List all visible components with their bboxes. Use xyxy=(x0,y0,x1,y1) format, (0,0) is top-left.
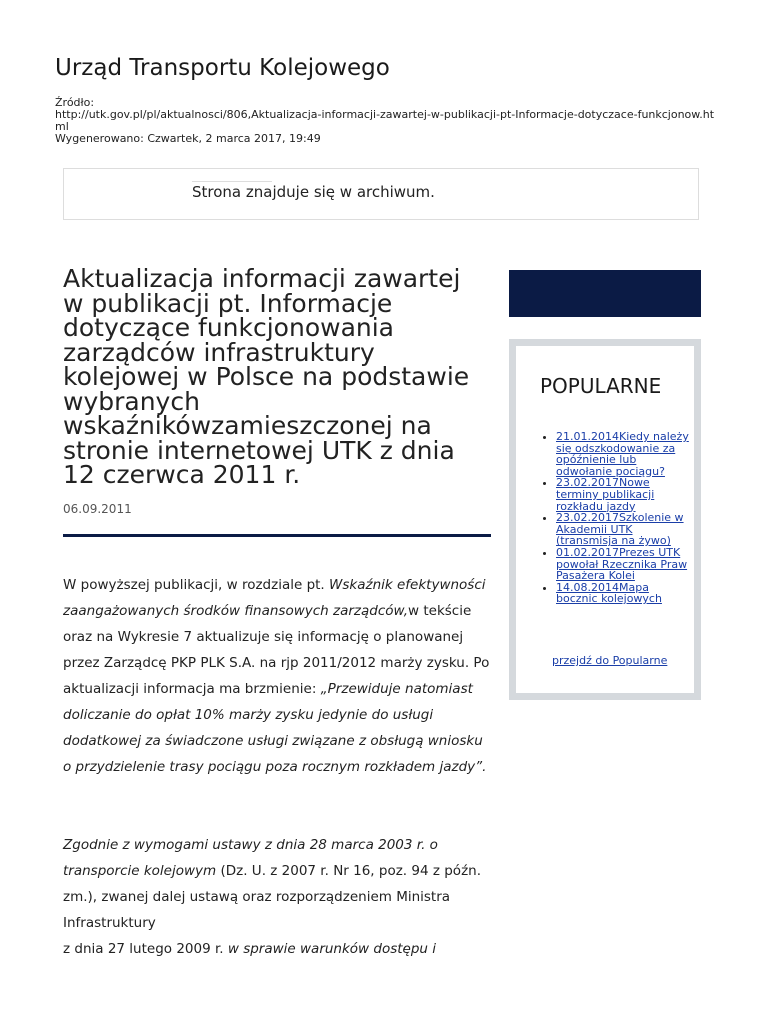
archive-notice xyxy=(63,168,699,220)
site-title: Urząd Transportu Kolejowego xyxy=(55,55,390,81)
popular-item-link[interactable]: 23.02.2017Nowe terminy publikacji rozkładu jazdy xyxy=(556,476,655,513)
popular-item xyxy=(556,582,691,605)
popular-item-link[interactable]: 14.08.2014Mapa bocznic kolejowych xyxy=(556,580,662,606)
article-paragraph: Zgodnie z wymogami ustawy z dnia 28 marca 2003 r. o transporcie kolejowym (Dz. U. z 2007 r. Nr 16, poz. 94 z późn. zm.), zwanej dalej ustawą oraz rozporządzeniem Ministra Infrastruktury z dnia 27 lutego 2009 r. w sprawie warunków dostępu i xyxy=(63,837,481,957)
article-divider xyxy=(63,534,491,537)
article-body xyxy=(63,572,493,1014)
popular-box xyxy=(509,339,701,700)
archive-divider xyxy=(192,181,272,182)
popular-item-link[interactable]: 01.02.2017Prezes UTK powołał Rzecznika Praw Pasażera Kolei xyxy=(556,545,688,583)
print-meta xyxy=(55,97,715,145)
source-url: http://utk.gov.pl/pl/aktualnosci/806,Aktualizacja-informacji-zawartej-w-publikacji-pt-Informacje-dotyczace-funkcjonow.html xyxy=(55,108,715,133)
source-label: Źródło: xyxy=(55,96,95,109)
popular-item xyxy=(556,512,691,547)
popular-item-link[interactable]: 23.02.2017Szkolenie w Akademii UTK (transmisja na żywo) xyxy=(556,511,684,548)
sidebar-banner xyxy=(509,270,701,317)
article-paragraph: W powyższej publikacji, w rozdziale pt. Wskaźnik efektywności zaangażowanych środków finansowych zarządców,w tekście oraz na Wykresie 7 aktualizuje się informację o planowanej przez Zarządcę PKP PLK S.A. na rjp 2011/2012 marży zysku. Po aktualizacji informacja ma brzmienie: „Przewiduje natomiast doliczanie do opłat 10% marży zysku jedynie do usługi dodatkowej za świadczone usługi związane z obsługą wniosku o przydzielenie trasy pociągu poza rocznym rozkładem jazdy”. xyxy=(63,577,490,775)
popular-heading: POPULARNE xyxy=(540,374,662,398)
popular-item xyxy=(556,477,691,512)
popular-item xyxy=(556,547,691,582)
archive-text: Strona znajduje się w archiwum. xyxy=(192,183,435,201)
popular-more xyxy=(552,654,667,667)
article-title: Aktualizacja informacji zawartej w publikacji pt. Informacje dotyczące funkcjonowania zarządców infrastruktury kolejowej w Polsce na podstawie wybranych wskaźnikówzamieszczonej na stronie internetowej UTK z dnia 12 czerwca 2011 r. xyxy=(63,264,470,489)
popular-more-link[interactable]: przejdź do Popularne xyxy=(552,654,668,667)
popular-item xyxy=(556,431,691,477)
popular-item-link[interactable]: 21.01.2014Kiedy należy się odszkodowanie za opóźnienie lub odwołanie pociągu? xyxy=(556,430,689,478)
generated-timestamp: Wygenerowano: Czwartek, 2 marca 2017, 19:49 xyxy=(55,132,321,145)
popular-list xyxy=(542,431,691,605)
article-date: 06.09.2011 xyxy=(63,502,132,516)
